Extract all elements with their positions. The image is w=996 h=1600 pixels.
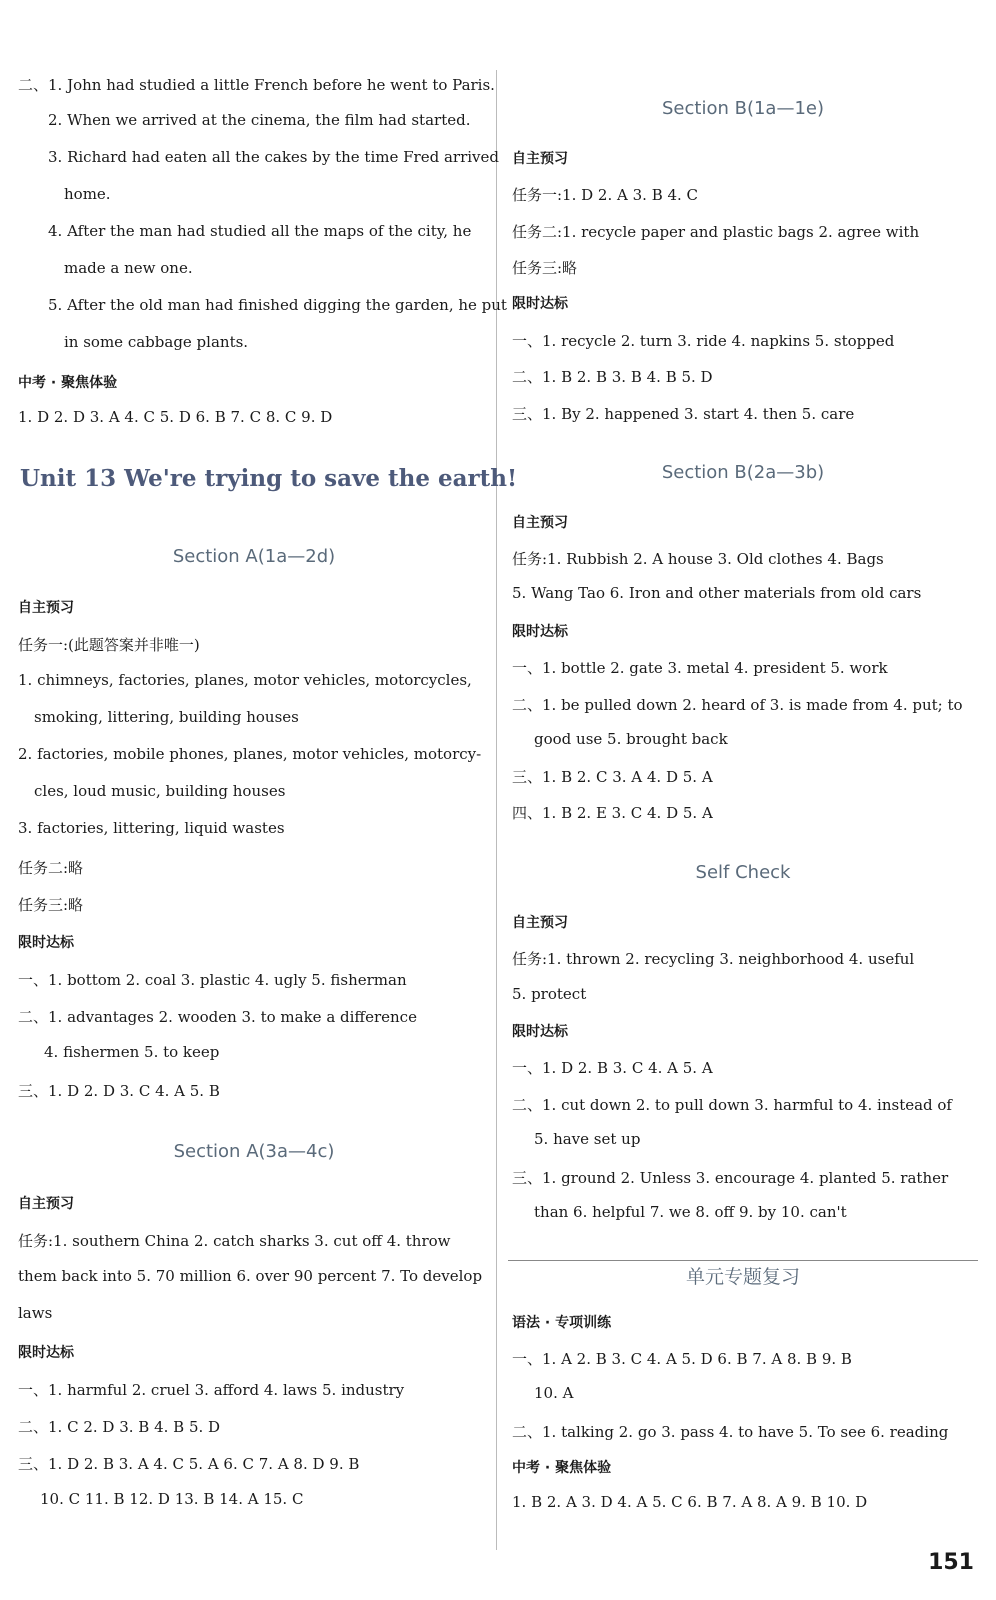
- section-title: 单元专题复习: [685, 1266, 800, 1288]
- subsection-heading: 自主预习: [512, 151, 568, 167]
- unit-title: Unit 13 We're trying to save the earth!: [20, 465, 518, 492]
- answer-line: laws: [18, 1304, 53, 1322]
- page-number: 151: [928, 1550, 974, 1575]
- answer-line: 任务:1. Rubbish 2. A house 3. Old clothes 4. Bags: [512, 550, 884, 568]
- answer-line: 四、1. B 2. E 3. C 4. D 5. A: [512, 804, 713, 822]
- answer-line: in some cabbage plants.: [64, 333, 249, 351]
- subsection-heading: 自主预习: [18, 1196, 74, 1212]
- answer-line: cles, loud music, building houses: [34, 782, 286, 800]
- answer-line: 二、1. C 2. D 3. B 4. B 5. D: [18, 1418, 221, 1436]
- answer-line: made a new one.: [64, 259, 193, 277]
- section-title: Section B(2a—3b): [661, 462, 825, 483]
- answer-line: 二、1. cut down 2. to pull down 3. harmful to 4. instead of: [512, 1096, 952, 1114]
- answer-line: good use 5. brought back: [534, 730, 728, 748]
- subsection-heading: 限时达标: [512, 624, 568, 640]
- subsection-heading: 限时达标: [18, 935, 74, 951]
- answer-line: 5. have set up: [534, 1130, 641, 1148]
- answer-line: 一、1. recycle 2. turn 3. ride 4. napkins 5. stopped: [512, 332, 895, 350]
- answer-line: 三、1. D 2. B 3. A 4. C 5. A 6. C 7. A 8. D 9. B: [18, 1455, 360, 1473]
- answer-line: 一、1. bottom 2. coal 3. plastic 4. ugly 5. fisherman: [18, 971, 407, 989]
- answer-line: 一、1. D 2. B 3. C 4. A 5. A: [512, 1059, 713, 1077]
- answer-line: 5. Wang Tao 6. Iron and other materials from old cars: [512, 584, 922, 602]
- subsection-heading: 自主预习: [18, 600, 74, 616]
- answer-line: 4. fishermen 5. to keep: [44, 1043, 220, 1061]
- answer-line: 4. After the man had studied all the maps of the city, he: [48, 222, 472, 240]
- answer-line: 三、1. D 2. D 3. C 4. A 5. B: [18, 1082, 220, 1100]
- section-rule: [508, 1260, 978, 1261]
- answer-line: 三、1. B 2. C 3. A 4. D 5. A: [512, 768, 713, 786]
- answer-line: 一、1. bottle 2. gate 3. metal 4. president 5. work: [512, 659, 888, 677]
- section-title: Section A(1a—2d): [172, 546, 336, 567]
- answer-line: 一、1. A 2. B 3. C 4. A 5. D 6. B 7. A 8. B 9. B: [512, 1350, 852, 1368]
- answer-line: 10. A: [534, 1384, 574, 1402]
- answer-line: 任务二:1. recycle paper and plastic bags 2. agree with: [512, 223, 920, 241]
- section-heading: 中考 · 聚焦体验: [18, 375, 118, 391]
- answer-line: smoking, littering, building houses: [34, 708, 299, 726]
- answer-line: 任务三:略: [512, 259, 578, 277]
- subsection-heading: 限时达标: [18, 1345, 74, 1361]
- answer-line: 任务:1. thrown 2. recycling 3. neighborhood 4. useful: [512, 950, 915, 968]
- answer-line: than 6. helpful 7. we 8. off 9. by 10. can't: [534, 1203, 847, 1221]
- section-title: Section B(1a—1e): [662, 98, 824, 119]
- answer-line: 5. protect: [512, 985, 587, 1003]
- answer-line: 3. factories, littering, liquid wastes: [18, 819, 285, 837]
- answer-line: 任务三:略: [18, 896, 84, 914]
- answer-line: 2. When we arrived at the cinema, the film had started.: [48, 111, 471, 129]
- answer-line: 1. D 2. D 3. A 4. C 5. D 6. B 7. C 8. C 9. D: [18, 408, 333, 426]
- answer-line: 任务一:1. D 2. A 3. B 4. C: [512, 186, 699, 204]
- answer-line: 三、1. ground 2. Unless 3. encourage 4. planted 5. rather: [512, 1169, 949, 1187]
- answer-line: 3. Richard had eaten all the cakes by the time Fred arrived: [48, 148, 499, 166]
- answer-line: 二、1. talking 2. go 3. pass 4. to have 5. To see 6. reading: [512, 1423, 949, 1441]
- subsection-heading: 语法 · 专项训练: [512, 1315, 612, 1331]
- answer-line: 1. chimneys, factories, planes, motor vehicles, motorcycles,: [18, 671, 472, 689]
- answer-line: home.: [64, 185, 111, 203]
- answer-line: 二、1. B 2. B 3. B 4. B 5. D: [512, 368, 713, 386]
- answer-line: them back into 5. 70 million 6. over 90 percent 7. To develop: [18, 1267, 483, 1285]
- subsection-heading: 自主预习: [512, 915, 568, 931]
- section-title: Self Check: [695, 862, 791, 883]
- answer-line: 一、1. harmful 2. cruel 3. afford 4. laws 5. industry: [18, 1381, 405, 1399]
- answer-line: 任务:1. southern China 2. catch sharks 3. cut off 4. throw: [18, 1232, 451, 1250]
- subsection-heading: 自主预习: [512, 515, 568, 531]
- answer-line: 10. C 11. B 12. D 13. B 14. A 15. C: [40, 1490, 304, 1508]
- column-divider: [496, 70, 497, 1550]
- answer-line: 二、1. advantages 2. wooden 3. to make a difference: [18, 1008, 417, 1026]
- subsection-heading: 限时达标: [512, 1024, 568, 1040]
- answer-line: 三、1. By 2. happened 3. start 4. then 5. care: [512, 405, 855, 423]
- subsection-heading: 中考 · 聚焦体验: [512, 1460, 612, 1476]
- answer-line: 任务二:略: [18, 859, 84, 877]
- answer-line: 二、1. John had studied a little French before he went to Paris.: [18, 76, 495, 94]
- answer-line: 5. After the old man had finished digging the garden, he put: [48, 296, 507, 314]
- answer-line: 二、1. be pulled down 2. heard of 3. is made from 4. put; to: [512, 696, 963, 714]
- subsection-heading: 限时达标: [512, 296, 568, 312]
- answer-line: 2. factories, mobile phones, planes, motor vehicles, motorcy-: [18, 745, 482, 763]
- answer-line: 任务一:(此题答案并非唯一): [18, 636, 200, 654]
- answer-line: 1. B 2. A 3. D 4. A 5. C 6. B 7. A 8. A 9. B 10. D: [512, 1493, 868, 1511]
- section-title: Section A(3a—4c): [173, 1141, 335, 1162]
